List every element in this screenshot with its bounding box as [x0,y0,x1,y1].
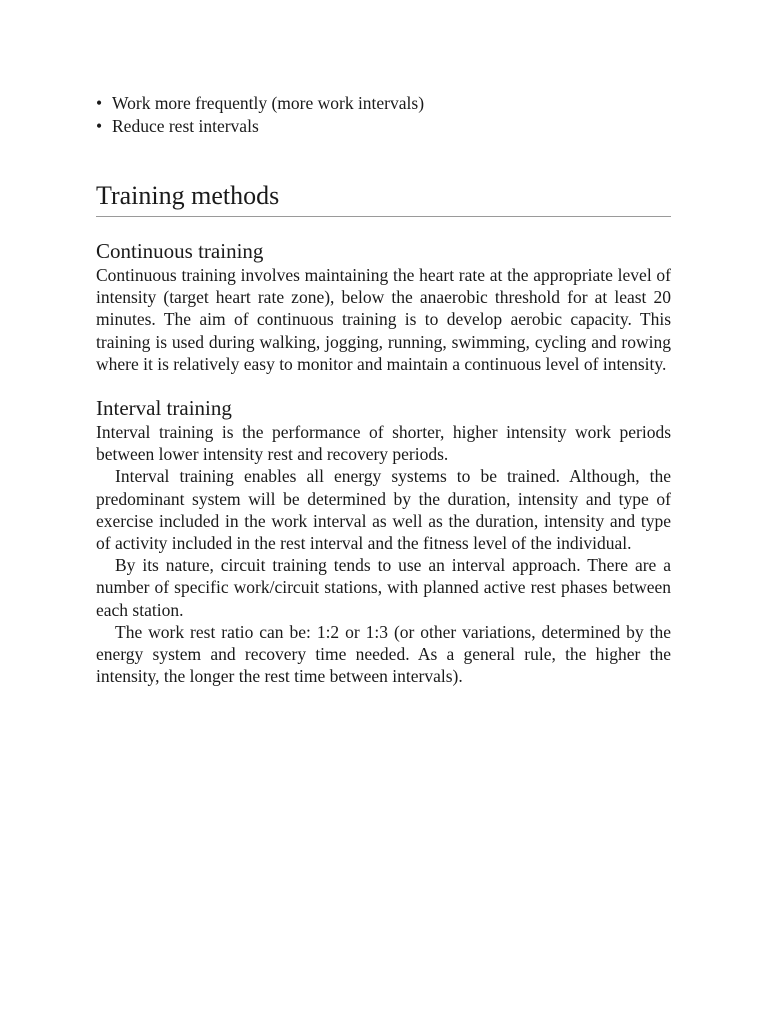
interval-paragraph: By its nature, circuit training tends to use an interval approach. There are a number of specific work/circuit stations, with planned active rest phases between each station. [96,555,671,620]
bullet-text: Work more frequently (more work intervals) [112,93,425,113]
bullet-item [96,92,671,115]
section-title: Training methods [96,180,671,217]
interval-training-heading: Interval training [96,396,232,421]
interval-paragraph: The work rest ratio can be: 1:2 or 1:3 (or other variations, determined by the energy system and recovery time needed. As a general rule, the higher the intensity, the longer the rest time between intervals). [96,621,671,687]
bullet-icon: • [96,93,103,113]
document-page [96,92,671,687]
interval-paragraph: Interval training enables all energy systems to be trained. Although, the predominant system will be determined by the duration, intensity and type of exercise included in the work interval as well as the duration, intensity and type of activity included in the rest interval and the fitness level of the individual. [96,466,671,554]
continuous-training-heading: Continuous training [96,239,264,263]
bullet-list [96,92,671,138]
bullet-item [96,115,671,138]
bullet-icon: • [96,116,103,136]
continuous-training-paragraph: Continuous training involves maintaining the heart rate at the appropriate level of intensity (target heart rate zone), below the anaerobic threshold for at least 20 minutes. The aim of continuous training is to develop aerobic capacity. This training is used during walking, jogging, running, swimming, cycling and rowing where it is relatively easy to monitor and maintain a continuous level of intensity. [96,265,671,374]
interval-paragraph: Interval training is the performance of shorter, higher intensity work periods between lower intensity rest and recovery periods. [96,422,671,465]
bullet-text: Reduce rest intervals [112,116,259,136]
